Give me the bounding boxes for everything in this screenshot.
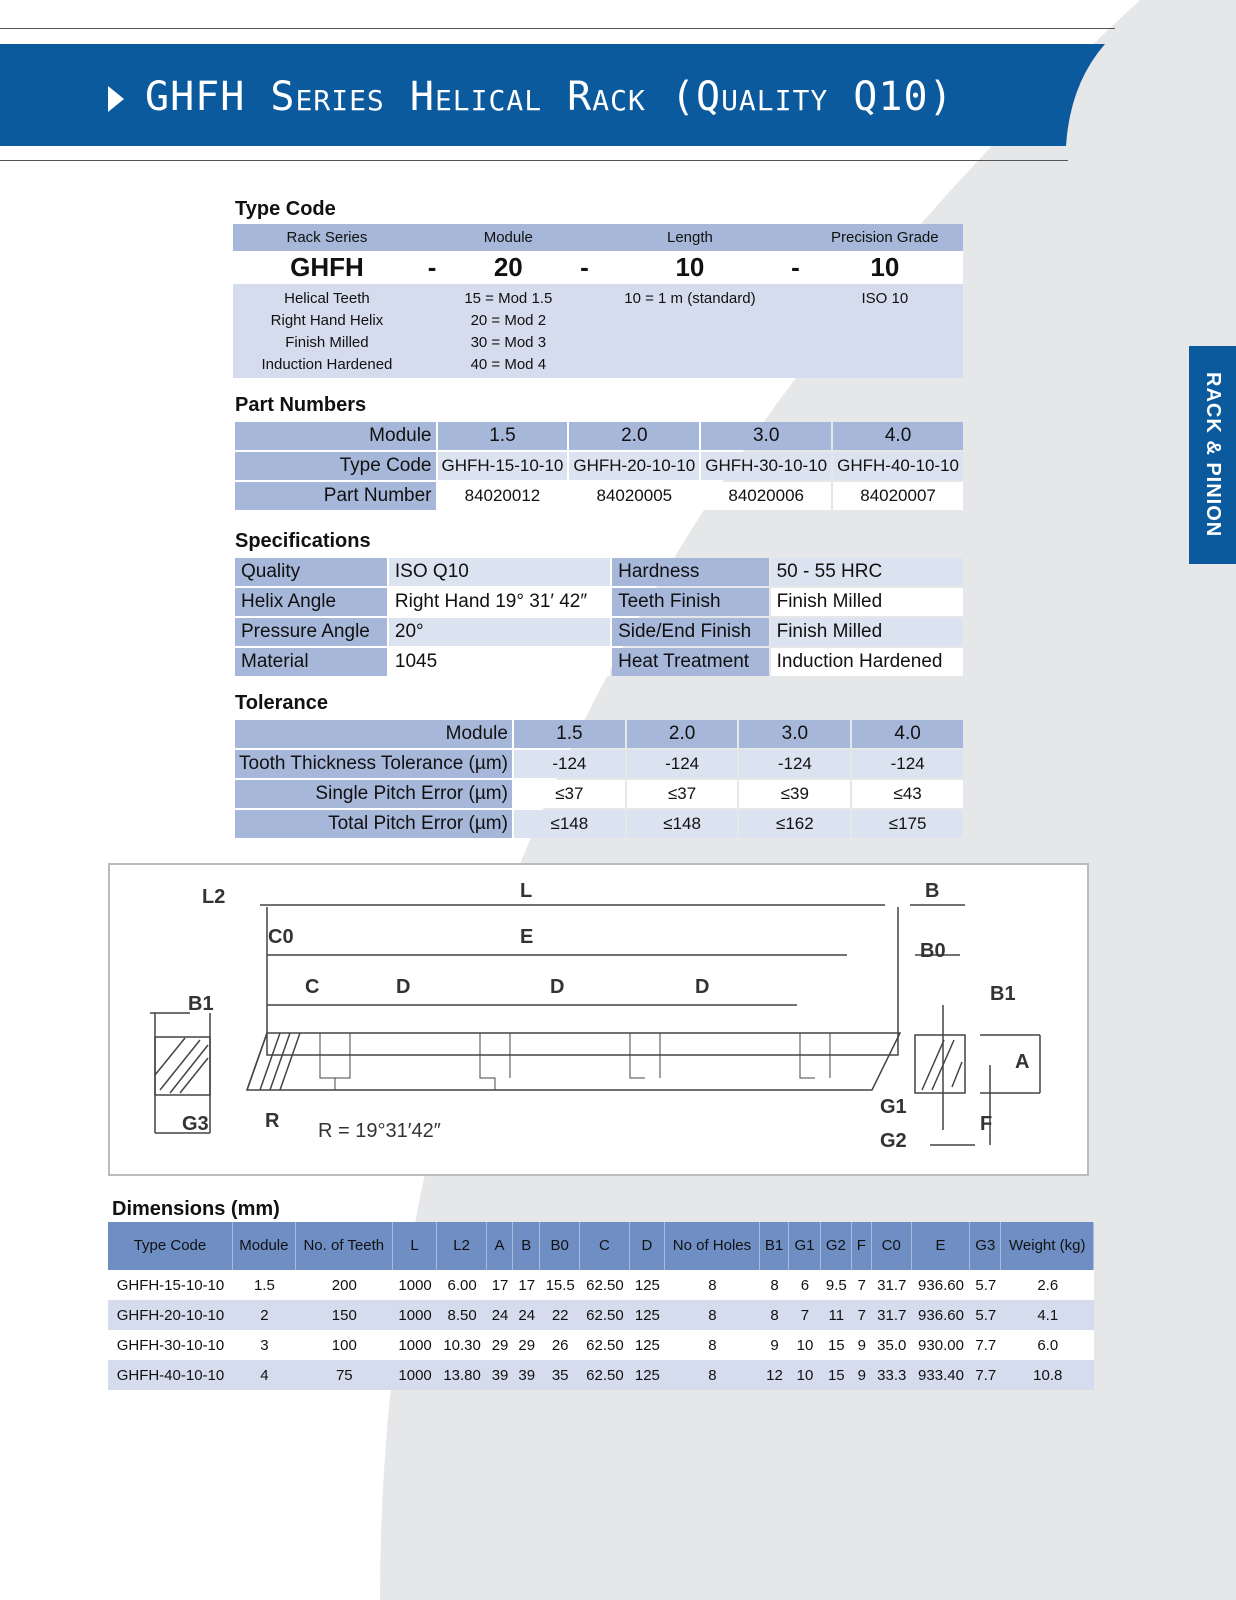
- label-l: L: [520, 880, 533, 902]
- spec-label: Side/End Finish: [612, 618, 769, 646]
- column-header: No. of Teeth: [296, 1222, 393, 1270]
- table-row: [235, 720, 963, 748]
- table-cell: 10.30: [437, 1330, 486, 1360]
- code-module: 20: [443, 251, 573, 284]
- grade-desc: ISO 10: [807, 284, 963, 378]
- table-cell: ≤37: [514, 780, 625, 808]
- table-cell: 7: [852, 1300, 872, 1330]
- table-cell: 2.0: [569, 422, 699, 450]
- spec-value: Right Hand 19° 31′ 42″: [389, 588, 610, 616]
- column-header: B1: [760, 1222, 790, 1270]
- table-cell: 13.80: [437, 1360, 486, 1390]
- table-cell: 936.60: [912, 1270, 970, 1300]
- table-cell: GHFH-20-10-10: [569, 452, 699, 480]
- th: Length: [596, 224, 784, 251]
- spec-value: Finish Milled: [771, 618, 963, 646]
- table-row: [108, 1360, 1094, 1390]
- table-cell: 2.6: [1001, 1270, 1094, 1300]
- column-header: G1: [789, 1222, 820, 1270]
- table-cell: 9.5: [821, 1270, 852, 1300]
- table-cell: 62.50: [580, 1300, 629, 1330]
- table-row: [235, 780, 963, 808]
- label-c0: C0: [268, 926, 294, 948]
- table-cell: 7.7: [970, 1330, 1001, 1360]
- table-cell: 24: [487, 1300, 514, 1330]
- part-numbers-heading: Part Numbers: [235, 394, 367, 416]
- part-numbers-table: [233, 420, 965, 512]
- table-row: [235, 558, 963, 586]
- table-cell: 7.7: [970, 1360, 1001, 1390]
- table-cell: 4.1: [1001, 1300, 1094, 1330]
- table-cell: 1.5: [233, 1270, 296, 1300]
- sep: -: [573, 251, 596, 284]
- table-cell: GHFH-30-10-10: [701, 452, 831, 480]
- table-cell: 10: [789, 1360, 820, 1390]
- table-row: [235, 648, 963, 676]
- code-grade: 10: [807, 251, 963, 284]
- spec-value: Finish Milled: [771, 588, 963, 616]
- column-header: B0: [540, 1222, 580, 1270]
- table-cell: GHFH-40-10-10: [108, 1360, 233, 1390]
- table-cell: 6.00: [437, 1270, 486, 1300]
- table-cell: 31.7: [872, 1270, 912, 1300]
- table-cell: 17: [487, 1270, 514, 1300]
- column-header: Type Code: [108, 1222, 233, 1270]
- table-cell: 4: [233, 1360, 296, 1390]
- table-cell: 26: [540, 1330, 580, 1360]
- label-r: R: [265, 1110, 280, 1132]
- table-cell: 8: [665, 1330, 759, 1360]
- table-cell: 8.50: [437, 1300, 486, 1330]
- column-header: G3: [970, 1222, 1001, 1270]
- table-cell: 6: [789, 1270, 820, 1300]
- table-cell: 930.00: [912, 1330, 970, 1360]
- table-cell: 6.0: [1001, 1330, 1094, 1360]
- label-b1: B1: [188, 993, 214, 1015]
- table-cell: 9: [852, 1330, 872, 1360]
- label-d: D: [695, 976, 710, 998]
- table-cell: 29: [513, 1330, 540, 1360]
- table-cell: 8: [665, 1270, 759, 1300]
- title-underline: [0, 160, 1068, 161]
- type-code-table: [233, 224, 963, 378]
- table-cell: 8: [665, 1360, 759, 1390]
- table-cell: 100: [296, 1330, 393, 1360]
- dimensions-table: [108, 1222, 1094, 1390]
- table-cell: 4.0: [833, 422, 963, 450]
- row-label: Module: [235, 422, 436, 450]
- label-d: D: [396, 976, 411, 998]
- table-cell: 39: [487, 1360, 514, 1390]
- spec-label: Pressure Angle: [235, 618, 387, 646]
- row-label: Part Number: [235, 482, 436, 510]
- table-cell: GHFH-15-10-10: [108, 1270, 233, 1300]
- table-cell: 84020005: [569, 482, 699, 510]
- table-cell: 31.7: [872, 1300, 912, 1330]
- table-cell: 15: [821, 1360, 852, 1390]
- spec-label: Helix Angle: [235, 588, 387, 616]
- table-cell: 125: [630, 1360, 666, 1390]
- table-cell: 10: [789, 1330, 820, 1360]
- th: Module: [443, 224, 573, 251]
- table-cell: 35.0: [872, 1330, 912, 1360]
- sep: -: [784, 251, 807, 284]
- table-row: [235, 810, 963, 838]
- column-header: Module: [233, 1222, 296, 1270]
- top-rule: [0, 28, 1115, 29]
- label-g2: G2: [880, 1130, 907, 1152]
- column-header: F: [852, 1222, 872, 1270]
- table-cell: 936.60: [912, 1300, 970, 1330]
- table-cell: GHFH-15-10-10: [438, 452, 568, 480]
- table-cell: 29: [487, 1330, 514, 1360]
- label-g3: G3: [182, 1113, 209, 1135]
- table-cell: 84020006: [701, 482, 831, 510]
- table-cell: 8: [665, 1300, 759, 1330]
- table-cell: 3.0: [739, 720, 850, 748]
- table-cell: 5.7: [970, 1270, 1001, 1300]
- table-cell: 125: [630, 1270, 666, 1300]
- row-label: Tooth Thickness Tolerance (µm): [235, 750, 512, 778]
- table-row: [235, 588, 963, 616]
- label-g1: G1: [880, 1096, 907, 1118]
- table-cell: 7: [789, 1300, 820, 1330]
- page-title: GHFH Series Helical Rack (Quality Q10): [145, 74, 954, 120]
- spec-label: Teeth Finish: [612, 588, 769, 616]
- table-cell: 17: [513, 1270, 540, 1300]
- table-cell: 1.5: [438, 422, 568, 450]
- th: Precision Grade: [807, 224, 963, 251]
- table-cell: 24: [513, 1300, 540, 1330]
- table-cell: 15.5: [540, 1270, 580, 1300]
- table-cell: ≤148: [514, 810, 625, 838]
- column-header: D: [630, 1222, 666, 1270]
- spec-label: Hardness: [612, 558, 769, 586]
- row-label: Type Code: [235, 452, 436, 480]
- table-cell: -124: [852, 750, 963, 778]
- label-a: A: [1015, 1051, 1030, 1073]
- code-series: GHFH: [233, 251, 421, 284]
- table-row: [235, 422, 963, 450]
- specifications-table: [233, 556, 965, 678]
- label-l2: L2: [202, 886, 226, 908]
- table-row: [108, 1330, 1094, 1360]
- row-label: Single Pitch Error (µm): [235, 780, 512, 808]
- table-cell: 1000: [393, 1300, 438, 1330]
- table-cell: GHFH-40-10-10: [833, 452, 963, 480]
- table-cell: 2.0: [627, 720, 738, 748]
- label-f: F: [980, 1113, 993, 1135]
- sep: -: [421, 251, 444, 284]
- column-header: B: [513, 1222, 540, 1270]
- table-cell: 84020007: [833, 482, 963, 510]
- spec-value: ISO Q10: [389, 558, 610, 586]
- table-cell: ≤175: [852, 810, 963, 838]
- table-cell: 200: [296, 1270, 393, 1300]
- spec-value: 1045: [389, 648, 610, 676]
- specifications-heading: Specifications: [235, 530, 371, 552]
- column-header: C0: [872, 1222, 912, 1270]
- section-tab-rack-pinion[interactable]: RACK & PINION: [1189, 346, 1236, 564]
- table-cell: ≤148: [627, 810, 738, 838]
- table-cell: -124: [514, 750, 625, 778]
- table-cell: 12: [760, 1360, 790, 1390]
- table-cell: 9: [760, 1330, 790, 1360]
- table-cell: 125: [630, 1330, 666, 1360]
- play-triangle-icon: [108, 86, 124, 112]
- table-cell: ≤37: [627, 780, 738, 808]
- table-cell: 1000: [393, 1360, 438, 1390]
- label-b0: B0: [920, 940, 946, 962]
- dimensions-heading: Dimensions (mm): [112, 1198, 280, 1220]
- column-header: A: [487, 1222, 514, 1270]
- row-label: Module: [235, 720, 512, 748]
- spec-value: 20°: [389, 618, 610, 646]
- th: Rack Series: [233, 224, 421, 251]
- table-cell: -124: [739, 750, 850, 778]
- table-row: [235, 452, 963, 480]
- label-d: D: [550, 976, 565, 998]
- table-cell: 62.50: [580, 1270, 629, 1300]
- table-row: [108, 1270, 1094, 1300]
- table-row: [235, 750, 963, 778]
- table-cell: 10.8: [1001, 1360, 1094, 1390]
- table-cell: 3.0: [701, 422, 831, 450]
- label-e: E: [520, 926, 534, 948]
- tolerance-heading: Tolerance: [235, 692, 328, 714]
- table-cell: ≤43: [852, 780, 963, 808]
- table-cell: ≤39: [739, 780, 850, 808]
- table-cell: 1.5: [514, 720, 625, 748]
- table-cell: GHFH-30-10-10: [108, 1330, 233, 1360]
- table-cell: 84020012: [438, 482, 568, 510]
- table-cell: 75: [296, 1360, 393, 1390]
- rack-dimension-drawing: [108, 863, 1089, 1176]
- column-header: L2: [437, 1222, 486, 1270]
- spec-value: Induction Hardened: [771, 648, 963, 676]
- table-cell: 11: [821, 1300, 852, 1330]
- series-desc: Helical Teeth Right Hand Helix Finish Milled Induction Hardened: [233, 284, 421, 378]
- table-row: [235, 618, 963, 646]
- tolerance-table: [233, 718, 965, 840]
- spec-label: Material: [235, 648, 387, 676]
- table-cell: 62.50: [580, 1360, 629, 1390]
- label-b1-side: B1: [990, 983, 1016, 1005]
- table-cell: 1000: [393, 1270, 438, 1300]
- column-header: C: [580, 1222, 629, 1270]
- table-cell: 3: [233, 1330, 296, 1360]
- table-cell: ≤162: [739, 810, 850, 838]
- table-cell: 39: [513, 1360, 540, 1390]
- code-length: 10: [596, 251, 784, 284]
- module-desc: 15 = Mod 1.5 20 = Mod 2 30 = Mod 3 40 = Mod 4: [443, 284, 573, 378]
- type-code-heading: Type Code: [235, 198, 336, 220]
- table-cell: 15: [821, 1330, 852, 1360]
- table-cell: 5.7: [970, 1300, 1001, 1330]
- table-cell: 9: [852, 1360, 872, 1390]
- spec-label: Heat Treatment: [612, 648, 769, 676]
- label-c: C: [305, 976, 320, 998]
- table-row: [235, 482, 963, 510]
- column-header: G2: [821, 1222, 852, 1270]
- table-cell: 150: [296, 1300, 393, 1330]
- table-cell: 22: [540, 1300, 580, 1330]
- table-cell: 125: [630, 1300, 666, 1330]
- table-cell: 8: [760, 1270, 790, 1300]
- table-cell: 933.40: [912, 1360, 970, 1390]
- table-row: [108, 1300, 1094, 1330]
- table-cell: 8: [760, 1300, 790, 1330]
- column-header: E: [912, 1222, 970, 1270]
- table-cell: 7: [852, 1270, 872, 1300]
- column-header: L: [393, 1222, 438, 1270]
- table-cell: 62.50: [580, 1330, 629, 1360]
- spec-label: Quality: [235, 558, 387, 586]
- spec-value: 50 - 55 HRC: [771, 558, 963, 586]
- table-cell: 2: [233, 1300, 296, 1330]
- helix-angle-label: R = 19°31′42″: [318, 1120, 441, 1142]
- row-label: Total Pitch Error (µm): [235, 810, 512, 838]
- table-cell: -124: [627, 750, 738, 778]
- label-b: B: [925, 880, 940, 902]
- table-cell: 4.0: [852, 720, 963, 748]
- column-header: Weight (kg): [1001, 1222, 1094, 1270]
- table-cell: 1000: [393, 1330, 438, 1360]
- column-header: No of Holes: [665, 1222, 759, 1270]
- table-cell: 35: [540, 1360, 580, 1390]
- length-desc: 10 = 1 m (standard): [596, 284, 784, 378]
- table-cell: 33.3: [872, 1360, 912, 1390]
- table-cell: GHFH-20-10-10: [108, 1300, 233, 1330]
